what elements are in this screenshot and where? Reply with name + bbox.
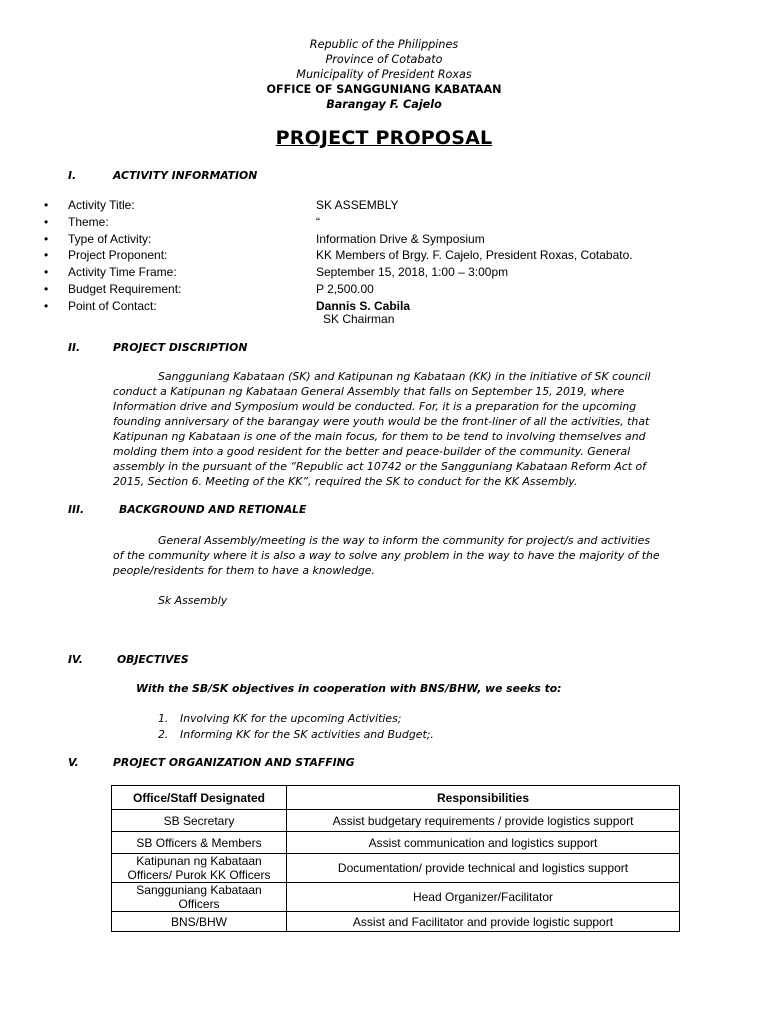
section-number: III. (68, 503, 85, 516)
responsibility-cell: Assist and Facilitator and provide logistic support (287, 912, 680, 932)
section-number: I. (68, 169, 77, 182)
responsibility-cell: Documentation/ provide technical and logistics support (287, 854, 680, 883)
info-value: KK Members of Brgy. F. Cajelo, President Roxas, Cotabato. (316, 248, 633, 263)
paragraph-line: Sangguniang Kabataan (SK) and Katipunan ng Kabataan (KK) in the initiative of SK council (158, 370, 651, 383)
office-cell: Katipunan ng Kabataan Officers/ Purok KK Officers (112, 854, 287, 883)
list-item (158, 727, 434, 743)
section-number: V. (68, 756, 79, 769)
letterhead-office: OFFICE OF SANGGUNIANG KABATAAN (266, 83, 502, 96)
info-value: P 2,500.00 (316, 281, 374, 296)
contact-title: SK Chairman (323, 312, 395, 326)
table-row (112, 810, 680, 832)
section-title: ACTIVITY INFORMATION (113, 169, 258, 182)
project-description-paragraph (113, 369, 720, 489)
column-header-responsibilities: Responsibilities (287, 786, 680, 810)
bullet-icon: • (44, 198, 49, 212)
list-number: 1. (158, 712, 169, 725)
table-row (112, 883, 680, 912)
bullet-icon: • (44, 298, 49, 313)
office-cell: SB Secretary (112, 810, 287, 832)
bullet-icon: • (44, 265, 49, 280)
info-label: Theme: (68, 214, 109, 229)
info-label: Budget Requirement: (68, 281, 182, 296)
list-text: Involving KK for the upcoming Activities; (180, 712, 402, 725)
section-title: OBJECTIVES (117, 653, 189, 666)
info-label: Project Proponent: (68, 248, 168, 263)
bullet-icon: • (44, 248, 49, 263)
section-title: BACKGROUND AND RETIONALE (119, 503, 307, 516)
info-row (44, 282, 744, 299)
background-paragraph (113, 533, 720, 578)
section-number: II. (68, 341, 81, 354)
column-header-office: Office/Staff Designated (112, 786, 287, 810)
section-title: PROJECT ORGANIZATION AND STAFFING (113, 756, 355, 769)
office-cell: BNS/BHW (112, 912, 287, 932)
info-row (44, 198, 744, 215)
section-title: PROJECT DISCRIPTION (113, 341, 248, 354)
paragraph-line: conduct a Katipunan ng Kabataan General Assembly that falls on September 15, 2019, where (113, 385, 625, 398)
office-cell: Sangguniang Kabataan Officers (112, 883, 287, 912)
info-row (44, 248, 744, 265)
paragraph-line: Katipunan ng Kabataan is one of the main focus, for them to be tend to involving themselves and (113, 430, 646, 443)
letterhead (0, 37, 768, 112)
office-cell: SB Officers & Members (112, 832, 287, 854)
paragraph-line: 2015, Section 6. Meeting of the KK”, required the SK to conduct for the KK Assembly. (113, 475, 578, 488)
paragraph-line: of the community where it is also a way to solve any problem in the way to have the majority of the (113, 549, 660, 562)
document-title: PROJECT PROPOSAL (275, 127, 493, 149)
letterhead-province: Province of Cotabato (325, 53, 443, 66)
objectives-intro: With the SB/SK objectives in cooperation with BNS/BHW, we seeks to: (136, 682, 562, 695)
responsibility-cell: Assist budgetary requirements / provide logistics support (287, 810, 680, 832)
section-number: IV. (68, 653, 83, 666)
responsibility-cell: Head Organizer/Facilitator (287, 883, 680, 912)
info-value: Information Drive & Symposium (316, 231, 485, 246)
info-label: Activity Title: (68, 198, 135, 212)
letterhead-republic: Republic of the Philippines (309, 38, 459, 51)
list-text: Informing KK for the SK activities and Budget;. (180, 728, 434, 741)
info-label: Type of Activity: (68, 231, 152, 246)
paragraph-line: General Assembly/meeting is the way to inform the community for project/s and activities (158, 534, 651, 547)
bullet-icon: • (44, 281, 49, 296)
info-value: SK ASSEMBLY (316, 198, 399, 212)
info-value: “ (316, 214, 320, 229)
letterhead-barangay: Barangay F. Cajelo (326, 98, 442, 111)
objectives-list (158, 711, 434, 743)
list-item (158, 711, 434, 727)
table-row (112, 854, 680, 883)
letterhead-municipality: Municipality of President Roxas (296, 68, 472, 81)
table-header-row (112, 786, 680, 810)
paragraph-line: Information drive and Symposium would be conducted. For, it is a preparation for the upcoming (113, 400, 637, 413)
info-row (44, 265, 744, 282)
bullet-icon: • (44, 231, 49, 246)
activity-info-list (44, 198, 744, 316)
staffing-table (111, 785, 680, 932)
responsibility-cell: Assist communication and logistics support (287, 832, 680, 854)
paragraph-line: founding anniversary of the barangay were youth would be the front-liner of all the activities, that (113, 415, 650, 428)
info-row (44, 215, 744, 232)
info-value: September 15, 2018, 1:00 – 3:00pm (316, 265, 509, 280)
paragraph-line: molding them into a good resident for the better and peace-builder of the community. General (113, 445, 631, 458)
info-row (44, 232, 744, 249)
info-label: Activity Time Frame: (68, 265, 177, 280)
background-note: Sk Assembly (158, 594, 228, 607)
list-number: 2. (158, 728, 169, 741)
paragraph-line: people/residents for them to have a knowledge. (113, 564, 375, 577)
bullet-icon: • (44, 214, 49, 229)
table-row (112, 912, 680, 932)
info-label: Point of Contact: (68, 298, 157, 313)
table-row (112, 832, 680, 854)
contact-name: Dannis S. Cabila (316, 298, 411, 313)
paragraph-line: assembly in the pursuant of the “Republic act 10742 or the Sangguniang Kabataan Reform Act of (113, 460, 647, 473)
